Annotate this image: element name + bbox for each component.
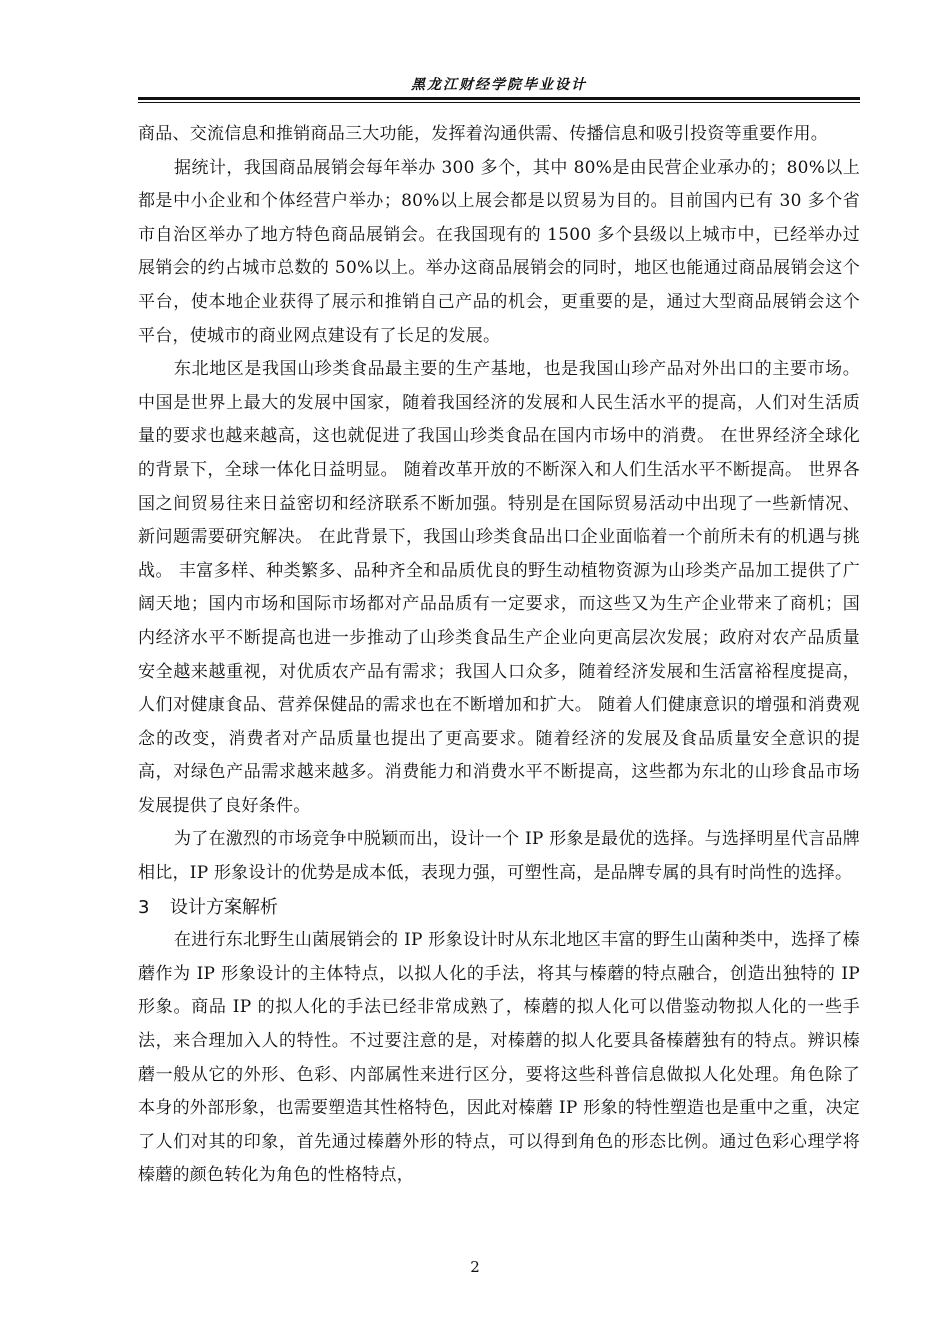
section-number: 3 <box>138 896 150 918</box>
header-rule-thin <box>138 102 860 103</box>
paragraph-continuation: 商品、交流信息和推销商品三大功能，发挥着沟通供需、传播信息和吸引投资等重要作用。 <box>138 124 828 144</box>
body-text <box>138 118 860 1193</box>
paragraph-statistics: 据统计，我国商品展销会每年举办 300 多个，其中 80%是由民营企业承办的；80%以上都是中小企业和个体经营户举办；80%以上展会都是以贸易为目的。目前国内已有 30 多个省市自治区举办了地方特色商品展销会。在我国现有的 1500 多个县级以上城市中，已经举办过展销会的约占城市总数的 50%以上。举办这商品展销会的同时，地区也能通过商品展销会这个平台，使本地企业获得了展示和推销自己产品的机会，更重要的是，通过大型商品展销会这个平台，使城市的商业网点建设有了长足的发展。 <box>138 157 860 346</box>
section-heading <box>138 891 860 925</box>
page-number: 2 <box>470 1258 480 1276</box>
paragraph-design-analysis: 在进行东北野生山菌展销会的 IP 形象设计时从东北地区丰富的野生山菌种类中，选择了榛蘑作为 IP 形象设计的主体特点，以拟人化的手法，将其与榛蘑的特点融合，创造出独特的 IP 形象。商品 IP 的拟人化的手法已经非常成熟了，榛蘑的拟人化可以借鉴动物拟人化的一些手法，来合理加入人的特性。不过要注意的是，对榛蘑的拟人化要具备榛蘑独有的特点。辨识榛蘑一般从它的外形、色彩、内部属性来进行区分，要将这些科普信息做拟人化处理。角色除了本身的外部形象，也需要塑造其性格特色，因此对榛蘑 IP 形象的特性塑造也是重中之重，决定了人们对其的印象，首先通过榛蘑外形的特点，可以得到角色的形态比例。通过色彩心理学将榛蘑的颜色转化为角色的性格特点， <box>138 930 860 1186</box>
page-header-title: 黑龙江财经学院毕业设计 <box>411 77 587 93</box>
paragraph-northeast-market: 东北地区是我国山珍类食品最主要的生产基地，也是我国山珍产品对外出口的主要市场。 中国是世界上最大的发展中国家，随着我国经济的发展和人民生活水平的提高，人们对生活质量的要求也越来越高，这也就促进了我国山珍类食品在国内市场中的消费。 在世界经济全球化的背景下，全球一体化日益明显。 随着改革开放的不断深入和人们生活水平不断提高。 世界各国之间贸易往来日益密切和经济联系不断加强。特别是在国际贸易活动中出现了一些新情况、新问题需要研究解决。 在此背景下，我国山珍类食品出口企业面临着一个前所未有的机遇与挑战。 丰富多样、种类繁多、品种齐全和品质优良的野生动植物资源为山珍类产品加工提供了广阔天地；国内市场和国际市场都对产品品质有一定要求，而这些又为生产企业带来了商机；国内经济水平不断提高也进一步推动了山珍类食品生产企业向更高层次发展；政府对农产品质量安全越来越重视，对优质农产品有需求；我国人口众多，随着经济发展和生活富裕程度提高，人们对健康食品、营养保健品的需求也在不断增加和扩大。 随着人们健康意识的增强和消费观念的改变，消费者对产品质量也提出了更高要求。随着经济的发展及食品质量安全意识的提高，对绿色产品需求越来越多。消费能力和消费水平不断提高，这些都为东北的山珍食品市场发展提供了良好条件。 <box>138 359 860 816</box>
paragraph-ip-choice: 为了在激烈的市场竞争中脱颖而出，设计一个 IP 形象是最优的选择。与选择明星代言品牌相比，IP 形象设计的优势是成本低，表现力强，可塑性高，是品牌专属的具有时尚性的选择。 <box>138 829 860 884</box>
header-rule-thick <box>138 97 860 100</box>
section-title: 设计方案解析 <box>170 896 278 918</box>
